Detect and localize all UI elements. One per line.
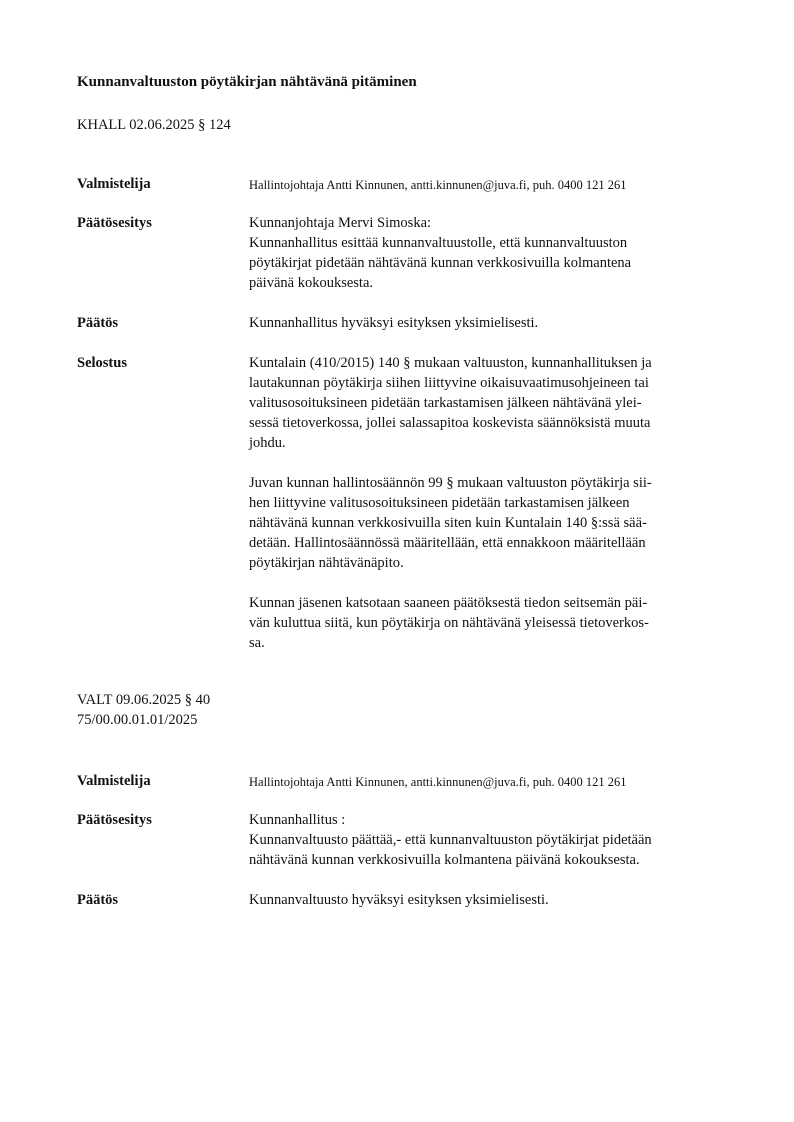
khall-valmistelija-label: Valmistelija bbox=[77, 176, 151, 192]
khall-paatosesitys-line: pöytäkirjat pidetään nähtävänä kunnan verkkosivuilla kolmantena bbox=[249, 255, 632, 271]
khall-paatosesitys-line: Kunnanhallitus esittää kunnanvaltuustolle, että kunnanvaltuuston bbox=[249, 235, 628, 251]
valt-reference: VALT 09.06.2025 § 40 bbox=[77, 692, 211, 708]
selostus-line: pöytäkirjan nähtävänäpito. bbox=[249, 555, 404, 571]
selostus-line: nähtävänä kunnan verkkosivuilla siten kuin Kuntalain 140 §:ssä sää- bbox=[249, 515, 647, 531]
valt-valmistelija-label: Valmistelija bbox=[77, 773, 151, 789]
khall-valmistelija: Hallintojohtaja Antti Kinnunen, antti.kinnunen@juva.fi, puh. 0400 121 261 bbox=[249, 178, 627, 192]
khall-reference: KHALL 02.06.2025 § 124 bbox=[77, 117, 231, 133]
valt-paatosesitys-line: Kunnanvaltuusto päättää,- että kunnanvaltuuston pöytäkirjat pidetään bbox=[249, 832, 652, 848]
khall-paatos: Kunnanhallitus hyväksyi esityksen yksimielisesti. bbox=[249, 315, 539, 331]
valt-paatosesitys-label: Päätösesitys bbox=[77, 812, 152, 828]
valt-paatos-label: Päätös bbox=[77, 892, 119, 908]
khall-selostus-label: Selostus bbox=[77, 355, 127, 371]
page-title: Kunnanvaltuuston pöytäkirjan nähtävänä pitäminen bbox=[77, 74, 417, 90]
selostus-line: johdu. bbox=[249, 435, 286, 451]
selostus-line: hen liittyvine valitusosoituksineen pidetään tarkastamisen jälkeen bbox=[249, 495, 630, 511]
khall-paatosesitys bbox=[249, 213, 731, 293]
selostus-line: Juvan kunnan hallintosäännön 99 § mukaan valtuuston pöytäkirja sii- bbox=[249, 475, 652, 491]
valt-valmistelija: Hallintojohtaja Antti Kinnunen, antti.kinnunen@juva.fi, puh. 0400 121 261 bbox=[249, 775, 627, 789]
selostus-line: vän kuluttua siitä, kun pöytäkirja on nähtävänä yleisessä tietoverkos- bbox=[249, 615, 649, 631]
selostus-line: lautakunnan pöytäkirja siihen liittyvine oikaisuvaatimusohjeineen tai bbox=[249, 375, 649, 391]
valt-paatosesitys bbox=[249, 810, 731, 870]
valt-paatosesitys-line: nähtävänä kunnan verkkosivuilla kolmantena päivänä kokouksesta. bbox=[249, 852, 640, 868]
selostus-line: Kuntalain (410/2015) 140 § mukaan valtuuston, kunnanhallituksen ja bbox=[249, 355, 652, 371]
selostus-line: sa. bbox=[249, 635, 265, 651]
khall-paatosesitys-intro: Kunnanjohtaja Mervi Simoska: bbox=[249, 215, 432, 231]
khall-paatosesitys-line: päivänä kokouksesta. bbox=[249, 275, 374, 291]
khall-paatos-label: Päätös bbox=[77, 315, 119, 331]
selostus-line: valitusosoituksineen pidetään tarkastamisen jälkeen nähtävänä ylei- bbox=[249, 395, 642, 411]
selostus-line: sessä tietoverkossa, jollei salassapitoa koskevista säännöksistä muuta bbox=[249, 415, 651, 431]
selostus-line: detään. Hallintosäännössä määritellään, että ennakkoon määritellään bbox=[249, 535, 646, 551]
valt-paatosesitys-intro: Kunnanhallitus : bbox=[249, 812, 346, 828]
khall-selostus bbox=[249, 353, 731, 653]
selostus-line: Kunnan jäsenen katsotaan saaneen päätöksestä tiedon seitsemän päi- bbox=[249, 595, 648, 611]
diary-number: 75/00.00.01.01/2025 bbox=[77, 712, 198, 728]
valt-paatos: Kunnanvaltuusto hyväksyi esityksen yksimielisesti. bbox=[249, 892, 549, 908]
khall-paatosesitys-label: Päätösesitys bbox=[77, 215, 152, 231]
